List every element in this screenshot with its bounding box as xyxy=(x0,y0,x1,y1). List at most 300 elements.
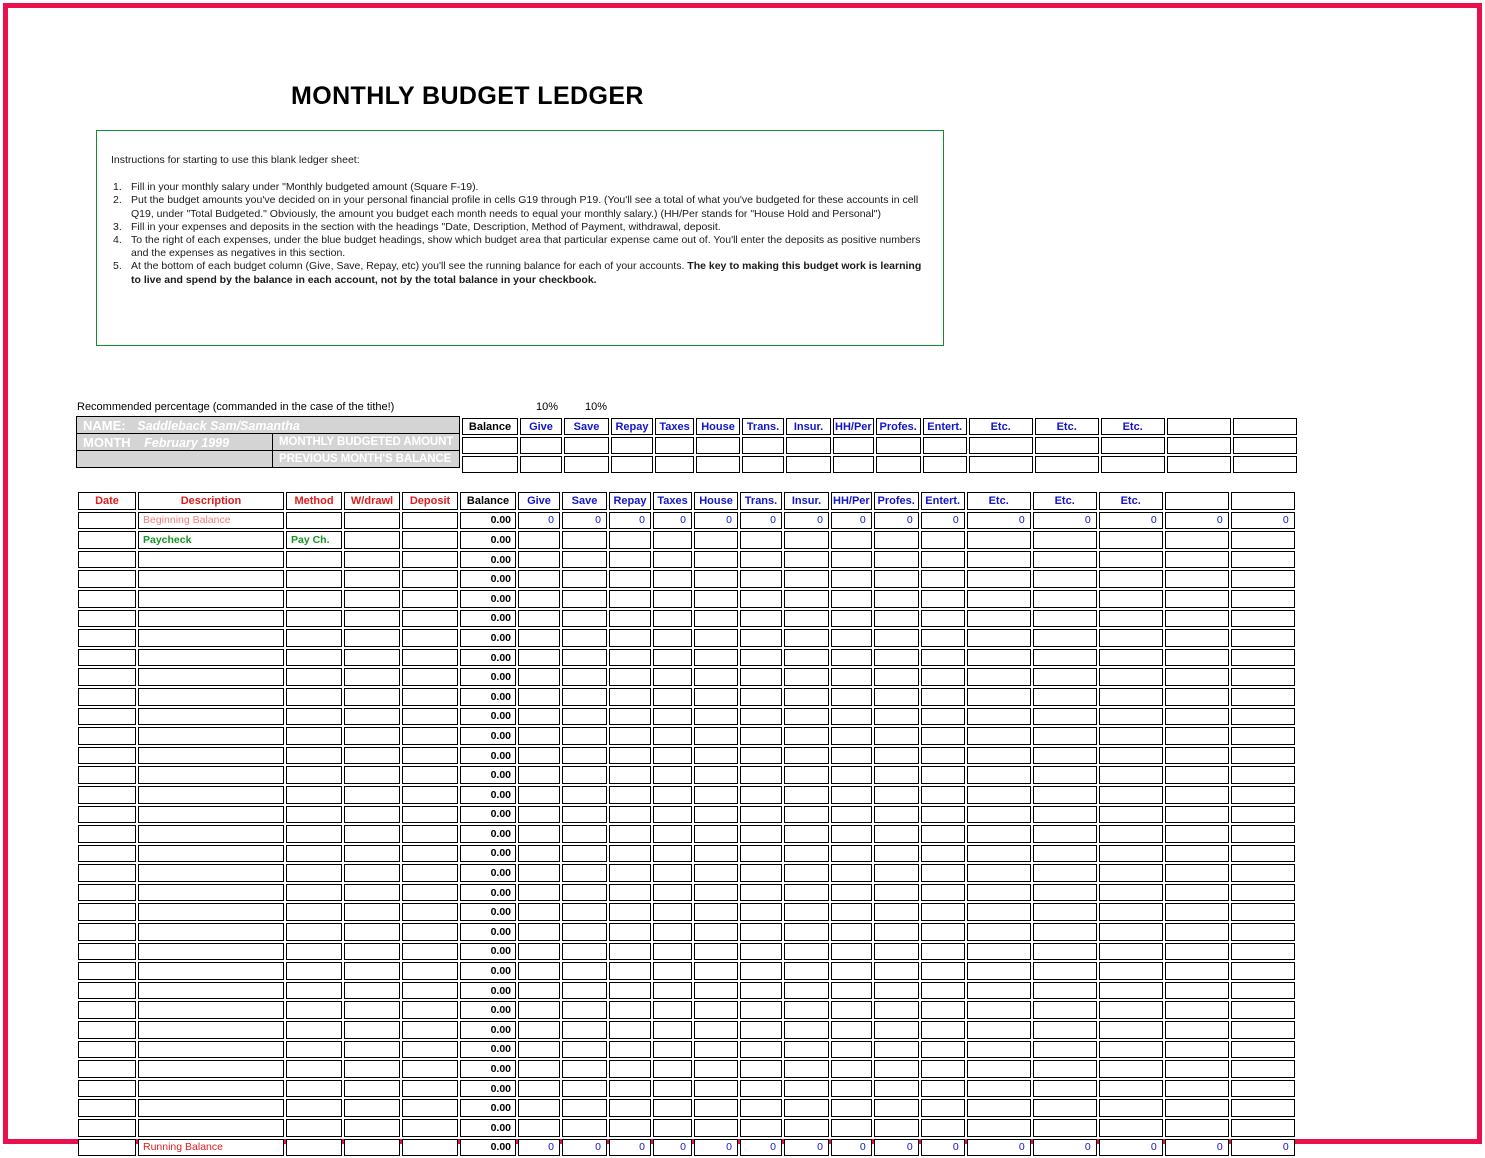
ledger-empty-cell[interactable] xyxy=(78,1021,136,1039)
ledger-budget-cell[interactable] xyxy=(1033,708,1097,726)
ledger-budget-cell[interactable] xyxy=(1099,1060,1163,1078)
ledger-budget-cell[interactable] xyxy=(874,531,919,549)
ledger-budget-cell[interactable] xyxy=(1165,962,1229,980)
ledger-empty-cell[interactable] xyxy=(286,864,342,882)
ledger-empty-cell[interactable] xyxy=(78,1041,136,1059)
ledger-budget-cell[interactable] xyxy=(1231,629,1295,647)
ledger-budget-cell[interactable] xyxy=(562,668,607,686)
ledger-empty-cell[interactable] xyxy=(78,1119,136,1137)
ledger-empty-cell[interactable] xyxy=(138,610,284,628)
ledger-method-cell[interactable]: Pay Ch. xyxy=(286,531,342,549)
budget-input-cell[interactable] xyxy=(1233,437,1297,454)
ledger-empty-cell[interactable] xyxy=(344,610,400,628)
ledger-budget-cell[interactable] xyxy=(784,845,829,863)
ledger-budget-cell[interactable] xyxy=(518,864,560,882)
ledger-budget-cell[interactable] xyxy=(518,845,560,863)
ledger-budget-cell[interactable] xyxy=(518,570,560,588)
ledger-budget-cell[interactable] xyxy=(518,688,560,706)
ledger-budget-cell[interactable] xyxy=(921,590,965,608)
ledger-budget-cell[interactable] xyxy=(831,649,872,667)
ledger-budget-cell[interactable] xyxy=(562,845,607,863)
ledger-budget-cell[interactable]: 0 xyxy=(740,1139,782,1157)
ledger-budget-cell[interactable] xyxy=(921,1099,965,1117)
ledger-empty-cell[interactable] xyxy=(286,570,342,588)
ledger-empty-cell[interactable] xyxy=(78,668,136,686)
ledger-budget-cell[interactable] xyxy=(1231,649,1295,667)
ledger-budget-cell[interactable] xyxy=(740,864,782,882)
ledger-empty-cell[interactable] xyxy=(78,962,136,980)
ledger-budget-cell[interactable] xyxy=(694,688,738,706)
ledger-budget-cell[interactable] xyxy=(967,884,1031,902)
ledger-empty-cell[interactable] xyxy=(138,629,284,647)
ledger-budget-cell[interactable] xyxy=(874,629,919,647)
ledger-empty-cell[interactable] xyxy=(286,786,342,804)
ledger-empty-cell[interactable] xyxy=(286,962,342,980)
ledger-empty-cell[interactable] xyxy=(138,551,284,569)
ledger-empty-cell[interactable] xyxy=(402,708,458,726)
ledger-empty-cell[interactable] xyxy=(344,1119,400,1137)
ledger-empty-cell[interactable] xyxy=(344,1041,400,1059)
ledger-budget-cell[interactable] xyxy=(694,727,738,745)
ledger-budget-cell[interactable] xyxy=(1165,1080,1229,1098)
ledger-budget-cell[interactable] xyxy=(921,1119,965,1137)
ledger-budget-cell[interactable] xyxy=(609,1021,651,1039)
ledger-budget-cell[interactable] xyxy=(653,590,692,608)
ledger-budget-cell[interactable] xyxy=(1099,1021,1163,1039)
ledger-budget-cell[interactable] xyxy=(562,825,607,843)
ledger-budget-cell[interactable] xyxy=(874,1001,919,1019)
ledger-budget-cell[interactable] xyxy=(1099,629,1163,647)
ledger-budget-cell[interactable] xyxy=(1033,1080,1097,1098)
ledger-budget-cell[interactable] xyxy=(967,708,1031,726)
ledger-budget-cell[interactable] xyxy=(1165,1099,1229,1117)
ledger-budget-cell[interactable] xyxy=(874,708,919,726)
ledger-budget-cell[interactable] xyxy=(653,570,692,588)
ledger-budget-cell[interactable] xyxy=(694,610,738,628)
ledger-empty-cell[interactable] xyxy=(138,943,284,961)
ledger-budget-cell[interactable] xyxy=(784,1080,829,1098)
ledger-empty-cell[interactable] xyxy=(138,982,284,1000)
ledger-date-cell[interactable] xyxy=(78,512,136,530)
balance-input-cell[interactable] xyxy=(462,437,518,454)
ledger-budget-cell[interactable] xyxy=(562,708,607,726)
ledger-budget-cell[interactable] xyxy=(1033,825,1097,843)
ledger-budget-cell[interactable] xyxy=(562,590,607,608)
ledger-budget-cell[interactable] xyxy=(740,786,782,804)
ledger-budget-cell[interactable] xyxy=(1099,884,1163,902)
ledger-budget-cell[interactable]: 0 xyxy=(562,512,607,530)
ledger-budget-cell[interactable] xyxy=(1033,864,1097,882)
ledger-budget-cell[interactable] xyxy=(740,688,782,706)
ledger-budget-cell[interactable] xyxy=(831,903,872,921)
ledger-budget-cell[interactable] xyxy=(1165,649,1229,667)
ledger-budget-cell[interactable] xyxy=(562,688,607,706)
ledger-budget-cell[interactable] xyxy=(967,688,1031,706)
ledger-budget-cell[interactable] xyxy=(562,570,607,588)
ledger-empty-cell[interactable] xyxy=(138,962,284,980)
ledger-budget-cell[interactable] xyxy=(1033,531,1097,549)
ledger-budget-cell[interactable] xyxy=(1231,962,1295,980)
ledger-budget-cell[interactable] xyxy=(831,884,872,902)
ledger-empty-cell[interactable] xyxy=(138,845,284,863)
ledger-budget-cell[interactable] xyxy=(874,1119,919,1137)
ledger-budget-cell[interactable]: 0 xyxy=(831,1139,872,1157)
ledger-budget-cell[interactable] xyxy=(1099,747,1163,765)
ledger-budget-cell[interactable] xyxy=(831,1021,872,1039)
ledger-budget-cell[interactable] xyxy=(518,649,560,667)
ledger-empty-cell[interactable] xyxy=(78,1139,136,1157)
ledger-budget-cell[interactable] xyxy=(921,610,965,628)
ledger-empty-cell[interactable] xyxy=(286,747,342,765)
ledger-budget-cell[interactable] xyxy=(831,982,872,1000)
ledger-empty-cell[interactable] xyxy=(344,1139,400,1157)
ledger-budget-cell[interactable] xyxy=(740,806,782,824)
ledger-budget-cell[interactable] xyxy=(874,1060,919,1078)
ledger-budget-cell[interactable]: 0 xyxy=(562,1139,607,1157)
ledger-budget-cell[interactable] xyxy=(1231,864,1295,882)
ledger-empty-cell[interactable] xyxy=(344,1099,400,1117)
ledger-budget-cell[interactable] xyxy=(1231,806,1295,824)
ledger-budget-cell[interactable] xyxy=(653,629,692,647)
ledger-budget-cell[interactable] xyxy=(874,590,919,608)
ledger-budget-cell[interactable] xyxy=(609,982,651,1000)
ledger-budget-cell[interactable] xyxy=(831,1119,872,1137)
ledger-budget-cell[interactable] xyxy=(921,1001,965,1019)
ledger-empty-cell[interactable] xyxy=(78,610,136,628)
ledger-budget-cell[interactable] xyxy=(1231,747,1295,765)
ledger-budget-cell[interactable] xyxy=(694,1021,738,1039)
ledger-empty-cell[interactable] xyxy=(402,590,458,608)
ledger-budget-cell[interactable] xyxy=(653,864,692,882)
ledger-budget-cell[interactable] xyxy=(1099,962,1163,980)
ledger-deposit-cell[interactable] xyxy=(402,512,458,530)
ledger-budget-cell[interactable] xyxy=(784,923,829,941)
ledger-budget-cell[interactable] xyxy=(740,649,782,667)
ledger-budget-cell[interactable] xyxy=(653,727,692,745)
ledger-budget-cell[interactable] xyxy=(694,766,738,784)
ledger-budget-cell[interactable] xyxy=(740,1021,782,1039)
ledger-budget-cell[interactable] xyxy=(1165,1119,1229,1137)
ledger-budget-cell[interactable] xyxy=(562,727,607,745)
budget-input-cell[interactable] xyxy=(786,456,831,473)
ledger-empty-cell[interactable] xyxy=(402,570,458,588)
ledger-budget-cell[interactable] xyxy=(1033,845,1097,863)
budget-input-cell[interactable] xyxy=(833,456,874,473)
ledger-budget-cell[interactable] xyxy=(562,551,607,569)
ledger-budget-cell[interactable] xyxy=(831,864,872,882)
ledger-empty-cell[interactable] xyxy=(402,864,458,882)
ledger-budget-cell[interactable]: 0 xyxy=(1033,1139,1097,1157)
ledger-budget-cell[interactable] xyxy=(967,551,1031,569)
ledger-budget-cell[interactable] xyxy=(562,962,607,980)
ledger-budget-cell[interactable] xyxy=(653,688,692,706)
ledger-description-cell[interactable]: Paycheck xyxy=(138,531,284,549)
ledger-empty-cell[interactable] xyxy=(138,786,284,804)
ledger-empty-cell[interactable] xyxy=(78,923,136,941)
ledger-budget-cell[interactable] xyxy=(609,629,651,647)
ledger-budget-cell[interactable] xyxy=(1231,845,1295,863)
ledger-budget-cell[interactable] xyxy=(831,747,872,765)
ledger-budget-cell[interactable] xyxy=(967,766,1031,784)
ledger-budget-cell[interactable] xyxy=(831,629,872,647)
ledger-budget-cell[interactable] xyxy=(874,825,919,843)
ledger-empty-cell[interactable] xyxy=(286,668,342,686)
ledger-budget-cell[interactable] xyxy=(1231,708,1295,726)
ledger-budget-cell[interactable] xyxy=(1165,884,1229,902)
ledger-budget-cell[interactable] xyxy=(1165,845,1229,863)
ledger-budget-cell[interactable] xyxy=(1165,825,1229,843)
ledger-budget-cell[interactable] xyxy=(784,1001,829,1019)
ledger-budget-cell[interactable] xyxy=(1231,903,1295,921)
ledger-budget-cell[interactable] xyxy=(967,903,1031,921)
ledger-withdrawal-cell[interactable] xyxy=(344,531,400,549)
month-row[interactable] xyxy=(77,434,273,451)
ledger-budget-cell[interactable] xyxy=(1165,688,1229,706)
ledger-budget-cell[interactable]: 0 xyxy=(831,512,872,530)
ledger-budget-cell[interactable]: 0 xyxy=(1231,512,1295,530)
ledger-budget-cell[interactable] xyxy=(1099,1001,1163,1019)
ledger-budget-cell[interactable] xyxy=(831,766,872,784)
ledger-budget-cell[interactable] xyxy=(518,982,560,1000)
ledger-budget-cell[interactable] xyxy=(694,903,738,921)
ledger-budget-cell[interactable] xyxy=(921,845,965,863)
ledger-budget-cell[interactable] xyxy=(740,825,782,843)
ledger-budget-cell[interactable] xyxy=(784,668,829,686)
ledger-budget-cell[interactable] xyxy=(518,923,560,941)
ledger-empty-cell[interactable] xyxy=(344,884,400,902)
ledger-budget-cell[interactable] xyxy=(921,531,965,549)
ledger-empty-cell[interactable] xyxy=(286,629,342,647)
ledger-empty-cell[interactable] xyxy=(286,1041,342,1059)
ledger-empty-cell[interactable] xyxy=(402,727,458,745)
ledger-withdrawal-cell[interactable] xyxy=(344,512,400,530)
ledger-budget-cell[interactable] xyxy=(1231,570,1295,588)
ledger-empty-cell[interactable] xyxy=(286,610,342,628)
ledger-date-cell[interactable] xyxy=(78,531,136,549)
ledger-budget-cell[interactable] xyxy=(1033,806,1097,824)
ledger-empty-cell[interactable] xyxy=(286,708,342,726)
budget-input-cell[interactable] xyxy=(923,437,967,454)
ledger-budget-cell[interactable] xyxy=(653,551,692,569)
ledger-budget-cell[interactable] xyxy=(967,747,1031,765)
ledger-budget-cell[interactable] xyxy=(967,962,1031,980)
ledger-budget-cell[interactable]: 0 xyxy=(1165,512,1229,530)
ledger-empty-cell[interactable] xyxy=(138,727,284,745)
ledger-budget-cell[interactable] xyxy=(874,982,919,1000)
ledger-empty-cell[interactable] xyxy=(138,903,284,921)
ledger-empty-cell[interactable] xyxy=(402,1021,458,1039)
ledger-budget-cell[interactable] xyxy=(518,962,560,980)
ledger-empty-cell[interactable] xyxy=(138,766,284,784)
ledger-budget-cell[interactable] xyxy=(653,531,692,549)
ledger-empty-cell[interactable] xyxy=(138,923,284,941)
ledger-empty-cell[interactable] xyxy=(344,590,400,608)
ledger-budget-cell[interactable]: 0 xyxy=(967,1139,1031,1157)
ledger-budget-cell[interactable] xyxy=(1099,688,1163,706)
ledger-empty-cell[interactable] xyxy=(138,649,284,667)
ledger-budget-cell[interactable] xyxy=(653,649,692,667)
ledger-empty-cell[interactable] xyxy=(344,747,400,765)
ledger-empty-cell[interactable] xyxy=(138,1041,284,1059)
ledger-budget-cell[interactable] xyxy=(1231,884,1295,902)
ledger-empty-cell[interactable] xyxy=(286,590,342,608)
ledger-budget-cell[interactable] xyxy=(967,1041,1031,1059)
ledger-budget-cell[interactable] xyxy=(784,864,829,882)
ledger-budget-cell[interactable] xyxy=(831,688,872,706)
ledger-budget-cell[interactable] xyxy=(1033,786,1097,804)
ledger-budget-cell[interactable] xyxy=(1099,610,1163,628)
ledger-budget-cell[interactable] xyxy=(967,786,1031,804)
ledger-budget-cell[interactable]: 0 xyxy=(1033,512,1097,530)
ledger-empty-cell[interactable] xyxy=(402,1080,458,1098)
ledger-budget-cell[interactable] xyxy=(784,825,829,843)
ledger-budget-cell[interactable] xyxy=(967,943,1031,961)
ledger-budget-cell[interactable]: 0 xyxy=(784,1139,829,1157)
ledger-budget-cell[interactable] xyxy=(831,551,872,569)
ledger-empty-cell[interactable] xyxy=(402,1001,458,1019)
ledger-empty-cell[interactable] xyxy=(286,1080,342,1098)
ledger-budget-cell[interactable]: 0 xyxy=(609,512,651,530)
ledger-budget-cell[interactable] xyxy=(1231,1099,1295,1117)
ledger-budget-cell[interactable] xyxy=(921,551,965,569)
ledger-budget-cell[interactable] xyxy=(609,903,651,921)
ledger-budget-cell[interactable] xyxy=(740,747,782,765)
ledger-budget-cell[interactable] xyxy=(874,864,919,882)
ledger-budget-cell[interactable] xyxy=(694,1001,738,1019)
ledger-empty-cell[interactable] xyxy=(402,845,458,863)
ledger-budget-cell[interactable] xyxy=(1033,727,1097,745)
ledger-budget-cell[interactable] xyxy=(518,786,560,804)
ledger-budget-cell[interactable] xyxy=(831,727,872,745)
ledger-empty-cell[interactable] xyxy=(402,1139,458,1157)
ledger-empty-cell[interactable] xyxy=(286,1021,342,1039)
ledger-budget-cell[interactable] xyxy=(740,570,782,588)
ledger-budget-cell[interactable] xyxy=(1165,708,1229,726)
ledger-budget-cell[interactable] xyxy=(1165,903,1229,921)
ledger-budget-cell[interactable] xyxy=(874,727,919,745)
ledger-budget-cell[interactable] xyxy=(653,1080,692,1098)
ledger-budget-cell[interactable] xyxy=(1099,1080,1163,1098)
ledger-budget-cell[interactable] xyxy=(518,708,560,726)
budget-input-cell[interactable] xyxy=(833,437,874,454)
ledger-empty-cell[interactable] xyxy=(344,1021,400,1039)
ledger-budget-cell[interactable] xyxy=(967,1119,1031,1137)
ledger-budget-cell[interactable] xyxy=(784,610,829,628)
ledger-empty-cell[interactable] xyxy=(78,1099,136,1117)
budget-input-cell[interactable] xyxy=(742,437,784,454)
ledger-budget-cell[interactable] xyxy=(1033,668,1097,686)
ledger-empty-cell[interactable] xyxy=(402,766,458,784)
ledger-budget-cell[interactable] xyxy=(653,806,692,824)
budget-input-cell[interactable] xyxy=(969,456,1033,473)
ledger-empty-cell[interactable] xyxy=(402,903,458,921)
ledger-budget-cell[interactable] xyxy=(740,551,782,569)
ledger-budget-cell[interactable] xyxy=(1231,590,1295,608)
budget-input-cell[interactable] xyxy=(520,437,562,454)
ledger-budget-cell[interactable]: 0 xyxy=(921,1139,965,1157)
ledger-budget-cell[interactable] xyxy=(1231,551,1295,569)
ledger-budget-cell[interactable] xyxy=(562,747,607,765)
ledger-budget-cell[interactable] xyxy=(874,551,919,569)
ledger-budget-cell[interactable] xyxy=(1231,923,1295,941)
ledger-budget-cell[interactable] xyxy=(1231,786,1295,804)
ledger-budget-cell[interactable] xyxy=(874,845,919,863)
budget-input-cell[interactable] xyxy=(742,456,784,473)
ledger-empty-cell[interactable] xyxy=(78,649,136,667)
ledger-empty-cell[interactable] xyxy=(286,806,342,824)
ledger-budget-cell[interactable] xyxy=(921,864,965,882)
ledger-budget-cell[interactable] xyxy=(562,903,607,921)
ledger-budget-cell[interactable] xyxy=(518,806,560,824)
ledger-budget-cell[interactable] xyxy=(967,1080,1031,1098)
ledger-empty-cell[interactable] xyxy=(402,962,458,980)
ledger-budget-cell[interactable] xyxy=(562,1001,607,1019)
ledger-budget-cell[interactable] xyxy=(921,1060,965,1078)
ledger-empty-cell[interactable] xyxy=(344,766,400,784)
ledger-budget-cell[interactable] xyxy=(740,610,782,628)
ledger-budget-cell[interactable] xyxy=(874,923,919,941)
ledger-budget-cell[interactable] xyxy=(1231,1119,1295,1137)
ledger-empty-cell[interactable] xyxy=(286,903,342,921)
ledger-empty-cell[interactable] xyxy=(78,1001,136,1019)
ledger-budget-cell[interactable] xyxy=(1033,590,1097,608)
ledger-budget-cell[interactable] xyxy=(967,629,1031,647)
budget-input-cell[interactable] xyxy=(611,437,653,454)
ledger-empty-cell[interactable] xyxy=(78,864,136,882)
ledger-empty-cell[interactable] xyxy=(344,845,400,863)
ledger-budget-cell[interactable] xyxy=(967,649,1031,667)
ledger-budget-cell[interactable] xyxy=(831,590,872,608)
ledger-budget-cell[interactable] xyxy=(518,1119,560,1137)
ledger-budget-cell[interactable] xyxy=(831,943,872,961)
ledger-budget-cell[interactable] xyxy=(562,943,607,961)
ledger-budget-cell[interactable] xyxy=(1033,1099,1097,1117)
ledger-budget-cell[interactable] xyxy=(874,943,919,961)
ledger-budget-cell[interactable] xyxy=(562,610,607,628)
ledger-empty-cell[interactable] xyxy=(286,551,342,569)
ledger-budget-cell[interactable] xyxy=(609,766,651,784)
ledger-budget-cell[interactable] xyxy=(609,806,651,824)
budget-input-cell[interactable] xyxy=(564,456,609,473)
ledger-budget-cell[interactable] xyxy=(518,629,560,647)
ledger-budget-cell[interactable] xyxy=(1165,864,1229,882)
ledger-budget-cell[interactable] xyxy=(1099,923,1163,941)
ledger-budget-cell[interactable] xyxy=(1099,1119,1163,1137)
ledger-empty-cell[interactable] xyxy=(344,825,400,843)
budget-input-cell[interactable] xyxy=(696,437,740,454)
ledger-budget-cell[interactable] xyxy=(874,649,919,667)
ledger-budget-cell[interactable] xyxy=(1099,708,1163,726)
ledger-budget-cell[interactable] xyxy=(1033,747,1097,765)
ledger-budget-cell[interactable] xyxy=(967,864,1031,882)
ledger-budget-cell[interactable] xyxy=(653,1119,692,1137)
ledger-budget-cell[interactable] xyxy=(1165,1001,1229,1019)
ledger-budget-cell[interactable]: 0 xyxy=(609,1139,651,1157)
ledger-budget-cell[interactable] xyxy=(784,1119,829,1137)
ledger-budget-cell[interactable] xyxy=(694,747,738,765)
ledger-budget-cell[interactable] xyxy=(609,590,651,608)
ledger-budget-cell[interactable] xyxy=(653,884,692,902)
budget-input-cell[interactable] xyxy=(876,456,921,473)
ledger-budget-cell[interactable] xyxy=(518,1060,560,1078)
ledger-empty-cell[interactable] xyxy=(344,806,400,824)
ledger-budget-cell[interactable] xyxy=(831,806,872,824)
ledger-budget-cell[interactable] xyxy=(1099,766,1163,784)
ledger-budget-cell[interactable] xyxy=(1165,727,1229,745)
ledger-empty-cell[interactable] xyxy=(344,943,400,961)
ledger-budget-cell[interactable] xyxy=(1099,727,1163,745)
ledger-budget-cell[interactable] xyxy=(609,1041,651,1059)
